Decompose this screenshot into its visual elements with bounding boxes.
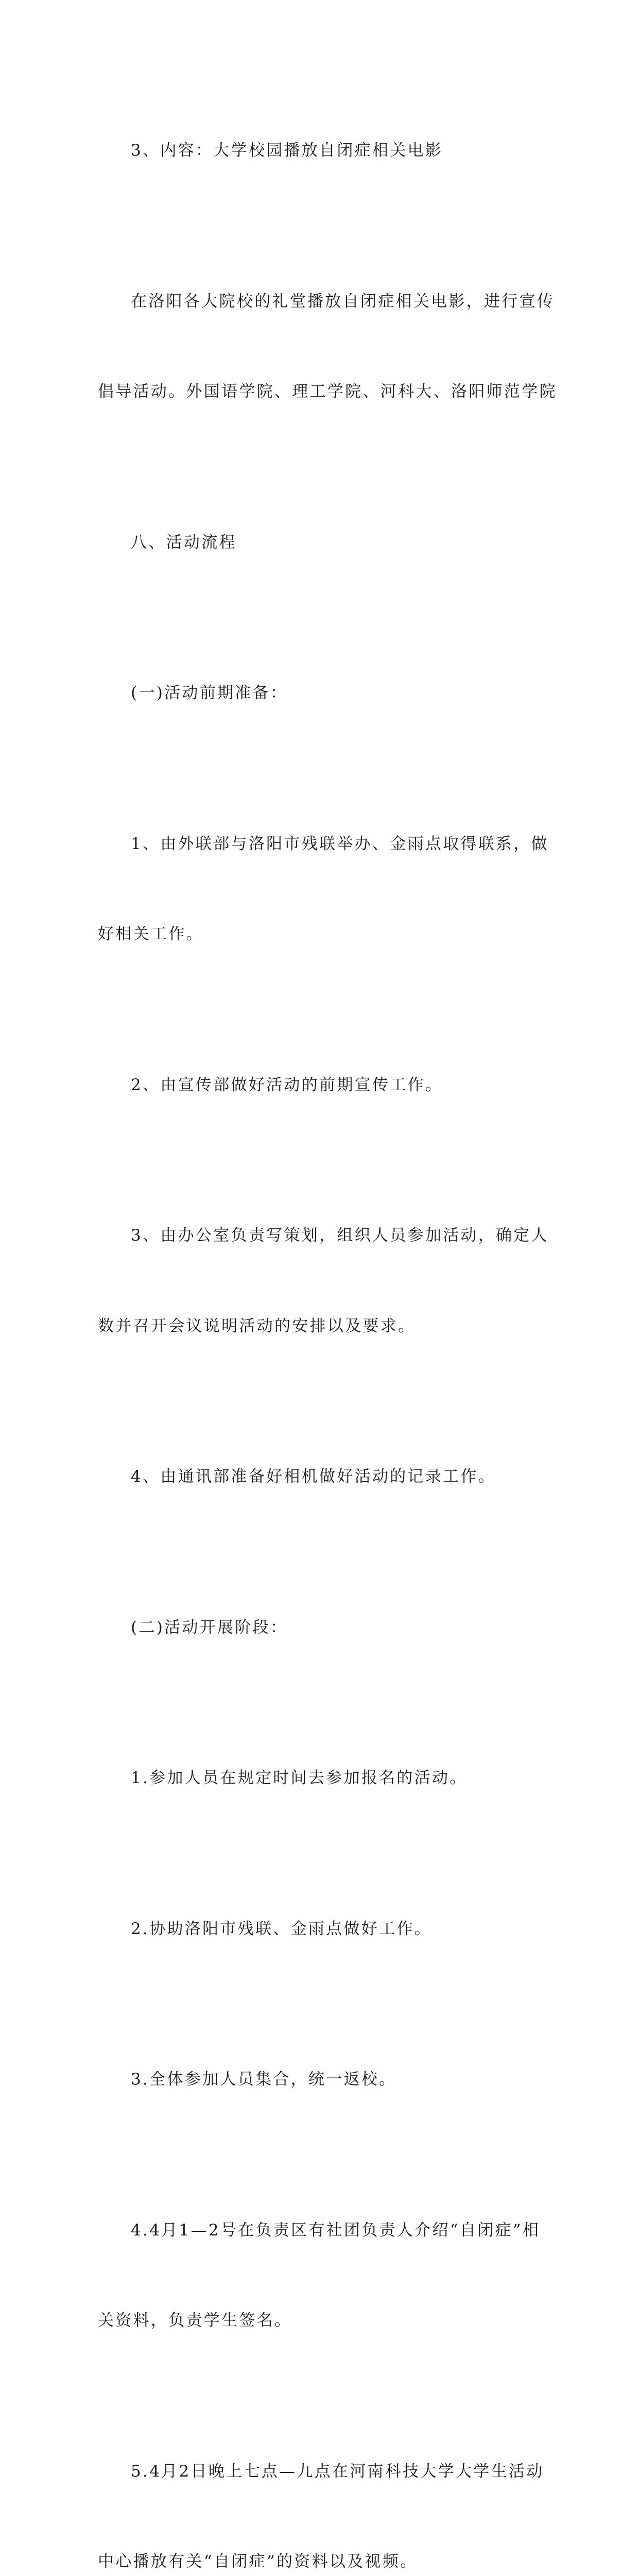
text-line: 2.协助洛阳市残联、金雨点做好工作。 bbox=[98, 1914, 542, 1944]
text-line: 3.全体参加人员集合，统一返校。 bbox=[98, 2064, 542, 2095]
paragraph-prep-item-2 bbox=[98, 1010, 542, 1161]
paragraph-exec-item-3 bbox=[98, 2004, 542, 2155]
text-line: 3、由办公室负责写策划，组织人员参加活动，确定人 bbox=[98, 1221, 542, 1251]
paragraph-prep-item-1 bbox=[98, 769, 542, 1010]
text-line: 在洛阳各大院校的礼堂播放自闭症相关电影，进行宣传 bbox=[98, 286, 542, 317]
paragraph-exec-item-5 bbox=[98, 2396, 542, 2576]
text-line: 1.参加人员在规定时间去参加报名的活动。 bbox=[98, 1763, 542, 1793]
heading-activity-process bbox=[98, 467, 542, 618]
text-line: (二)活动开展阶段： bbox=[98, 1613, 542, 1643]
text-line: 关资料，负责学生签名。 bbox=[98, 2306, 542, 2336]
text-line: (一)活动前期准备： bbox=[98, 678, 542, 708]
text-line: 八、活动流程 bbox=[98, 528, 542, 558]
text-line: 5.4月2日晚上七点—九点在河南科技大学大学生活动 bbox=[98, 2456, 542, 2487]
paragraph-exec-item-1 bbox=[98, 1703, 542, 1854]
text-line: 数并召开会议说明活动的安排以及要求。 bbox=[98, 1311, 542, 1342]
paragraph-prep-item-4 bbox=[98, 1401, 542, 1552]
paragraph-exec-item-4 bbox=[98, 2155, 542, 2396]
paragraph-prep-item-3 bbox=[98, 1160, 542, 1401]
paragraph-exec-item-2 bbox=[98, 1854, 542, 2005]
subheading-execution bbox=[98, 1552, 542, 1703]
text-line: 4、由通讯部准备好相机做好活动的记录工作。 bbox=[98, 1462, 542, 1492]
subheading-preparation bbox=[98, 618, 542, 769]
paragraph-universities bbox=[98, 226, 542, 467]
text-line: 倡导活动。外国语学院、理工学院、河科大、洛阳师范学院 bbox=[98, 377, 542, 407]
text-line: 3、内容：大学校园播放自闭症相关电影 bbox=[98, 135, 542, 166]
text-line: 1、由外联部与洛阳市残联举办、金雨点取得联系，做 bbox=[98, 829, 542, 859]
paragraph-content-item-3 bbox=[98, 75, 542, 226]
text-line: 4.4月1—2号在负责区有社团负责人介绍“自闭症”相 bbox=[98, 2215, 542, 2246]
text-line: 中心播放有关“自闭症”的资料以及视频。 bbox=[98, 2547, 542, 2576]
text-line: 好相关工作。 bbox=[98, 919, 542, 950]
text-line: 2、由宣传部做好活动的前期宣传工作。 bbox=[98, 1070, 542, 1100]
document-page bbox=[0, 0, 639, 904]
